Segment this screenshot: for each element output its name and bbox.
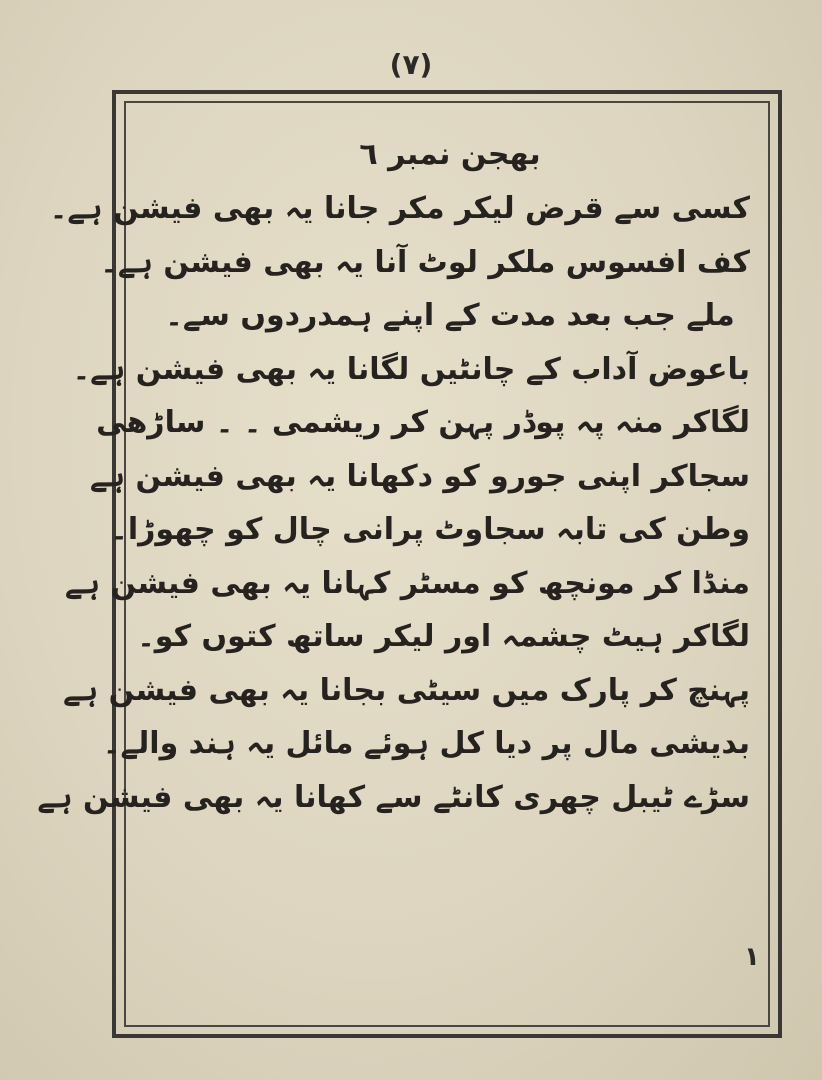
- poem-line: وطن کی تابہ سجاوٹ پرانی چال کو چھوڑا۔: [110, 512, 750, 547]
- poem-line: کف افسوس ملکر لوٹ آنا یہ بھی فیشن ہے۔: [100, 244, 750, 280]
- margin-mark: ۱: [744, 942, 760, 972]
- poem-line: کسی سے قرض لیکر مکر جانا یہ بھی فیشن ہے۔: [49, 191, 750, 226]
- poem-heading: بھجن نمبر ٦: [359, 137, 541, 172]
- poem-line: منڈا کر مونچھ کو مسٹر کہانا یہ بھی فیشن ہے: [64, 565, 750, 601]
- poem-line: پہنچ کر پارک میں سیٹی بجانا یہ بھی فیشن ہے: [62, 672, 750, 708]
- poem-line: ملے جب بعد مدت کے اپنے ہمدردوں سے۔: [165, 298, 735, 333]
- poem-line: لگاکر ہیٹ چشمہ اور لیکر ساتھ کتوں کو۔: [137, 619, 750, 654]
- poem-line: لگاکر منہ پہ پوڈر پہن کر ریشمی ۔ ۔ ساڑھی: [96, 405, 750, 440]
- poem-line: بدیشی مال پر دیا کل ہوئے مائل یہ ہند والے۔: [102, 726, 750, 761]
- page-number: (۷): [389, 48, 433, 81]
- poem-line: سڑے ٹیبل چھری کانٹے سے کھانا یہ بھی فیشن ہے: [37, 779, 750, 815]
- poem-line: باعوض آداب کے چانٹیں لگانا یہ بھی فیشن ہے۔: [72, 351, 750, 387]
- poem-body: [37, 128, 750, 824]
- poem-line: سجاکر اپنی جورو کو دکھانا یہ بھی فیشن ہے: [89, 458, 750, 494]
